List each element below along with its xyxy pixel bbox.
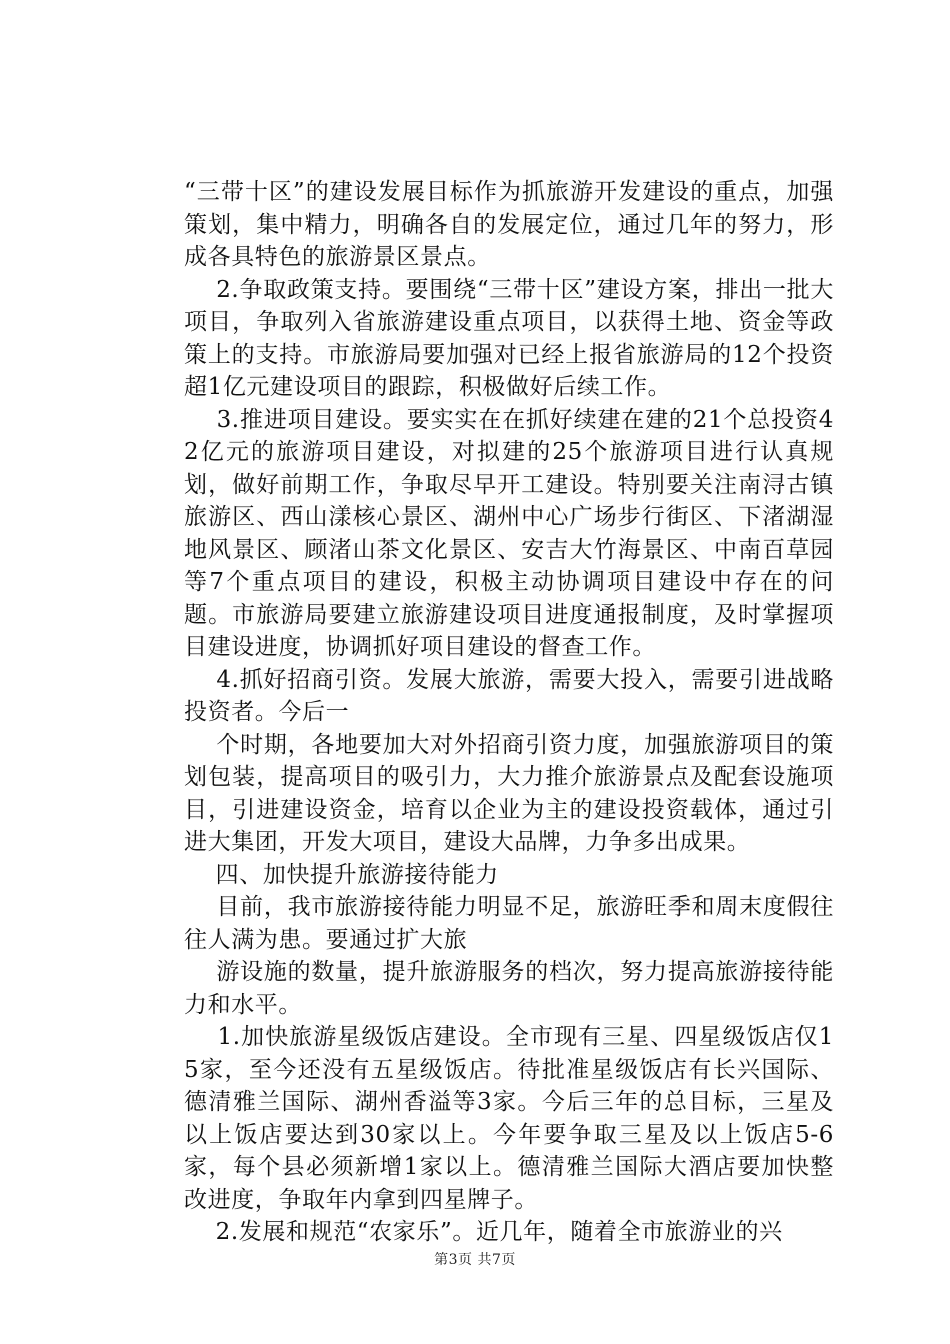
- paragraph-farm-stays: 2.发展和规范“农家乐”。近几年，随着全市旅游业的兴: [184, 1219, 783, 1245]
- section-heading-reception-capacity: 四、加快提升旅游接待能力: [184, 861, 499, 888]
- paragraph-project-construction: 3.推进项目建设。要实实在在抓好续建在建的21个总投资42亿元的旅游项目建设，对拟建的25个旅游项目进行认真规划，做好前期工作，争取尽早开工建设。特别要关注南浔古镇旅游区、西山漾核心景区、湖州中心广场步行街区、下渚湖湿地风景区、顾渚山茶文化景区、安吉大竹海景区、中南百草园等7个重点项目的建设，积极主动协调项目建设中存在的问题。市旅游局要建立旅游建设项目进度通报制度，及时掌握项目建设进度，协调抓好项目建设的督查工作。: [184, 406, 834, 660]
- paragraph-investment-continued: 个时期，各地要加大对外招商引资力度，加强旅游项目的策划包装，提高项目的吸引力，大力推介旅游景点及配套设施项目，引进建设资金，培育以企业为主的建设投资载体，通过引进大集团，开发大项目，建设大品牌，力争多出成果。: [184, 731, 834, 855]
- paragraph-policy-support: 2.争取政策支持。要围绕“三带十区”建设方案，排出一批大项目，争取列入省旅游建设重点项目，以获得土地、资金等政策上的支持。市旅游局要加强对已经上报省旅游局的12个投资超1亿元建设项目的跟踪，积极做好后续工作。: [184, 276, 834, 400]
- page-footer: [0, 1249, 950, 1269]
- paragraph-investment-attraction: 4.抓好招商引资。发展大旅游，需要大投入，需要引进战略投资者。今后一: [184, 666, 834, 725]
- paragraph-continuation: “三带十区”的建设发展目标作为抓旅游开发建设的重点，加强策划，集中精力，明确各自的发展定位，通过几年的努力，形成各具特色的旅游景区景点。: [184, 179, 834, 270]
- paragraph-star-hotels: 1.加快旅游星级饭店建设。全市现有三星、四星级饭店仅15家，至今还没有五星级饭店。待批准星级饭店有长兴国际、德清雅兰国际、湖州香溢等3家。今后三年的总目标，三星及以上饭店要达到30家以上。今年要争取三星及以上饭店5-6家，每个县必须新增1家以上。德清雅兰国际大酒店要加快整改进度，争取年内拿到四星牌子。: [184, 1024, 834, 1213]
- document-body: [184, 176, 834, 1249]
- paragraph-current-status: 目前，我市旅游接待能力明显不足，旅游旺季和周末度假往往人满为患。要通过扩大旅: [184, 894, 834, 953]
- page-number-label: 第3页 共7页: [434, 1252, 516, 1268]
- paragraph-current-status-continued: 游设施的数量，提升旅游服务的档次，努力提高旅游接待能力和水平。: [184, 959, 834, 1018]
